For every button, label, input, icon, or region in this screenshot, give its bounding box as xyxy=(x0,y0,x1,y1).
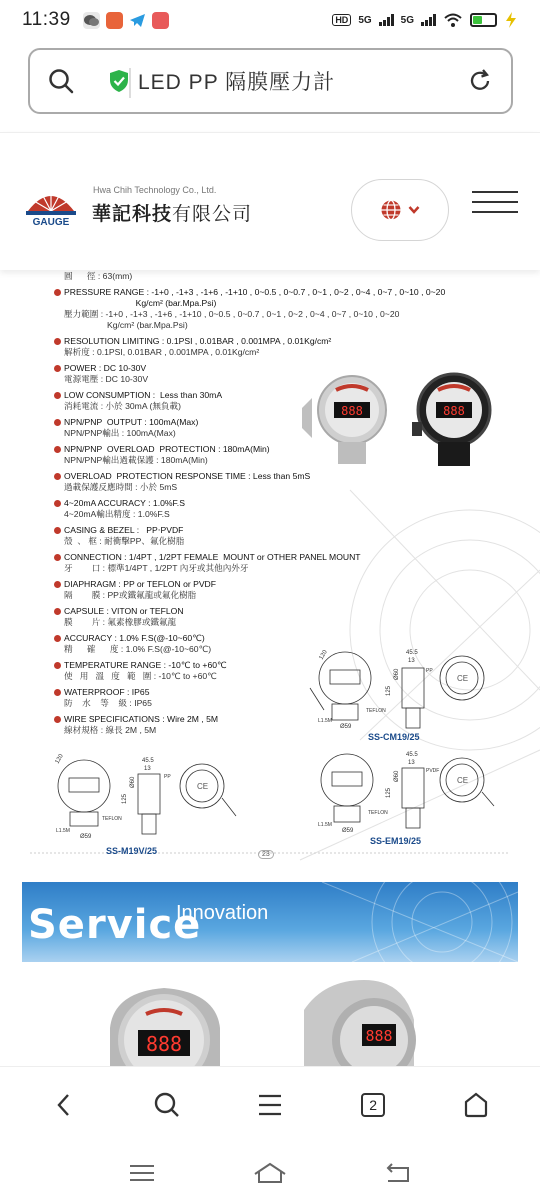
telegram-icon xyxy=(129,12,146,29)
dim-base-2: Ø59 xyxy=(80,834,92,840)
spec-en: RESOLUTION LIMITING : 0.1PSI , 0.01BAR , 0.001MPA , 0.01Kg/cm² xyxy=(64,336,332,346)
spec-zh: 牙 口 : 標準1/4PT , 1/2PT 內牙或其他內外牙 xyxy=(64,563,249,573)
product-photo-grey xyxy=(302,368,402,464)
spec-item xyxy=(54,471,524,493)
spec-item xyxy=(54,525,524,547)
back-icon xyxy=(56,1093,72,1117)
dim-width-2: 45.5 xyxy=(142,758,154,764)
dim-thread-3: 13 xyxy=(408,760,415,766)
globe-icon xyxy=(380,199,402,221)
model-label-m: SS-M19V/25 xyxy=(106,846,158,856)
svg-text:888: 888 xyxy=(443,404,465,418)
company-name-en: Hwa Chih Technology Co., Ltd. xyxy=(93,185,217,195)
spec-en: WIRE SPECIFICATIONS : Wire 2M , 5M xyxy=(64,714,219,724)
dim-diameter-2: Ø60 xyxy=(130,776,136,788)
home-icon xyxy=(463,1092,489,1118)
svg-text:888: 888 xyxy=(145,1032,183,1056)
back-button[interactable] xyxy=(47,1088,81,1122)
dim-pp-2: PP xyxy=(164,774,171,780)
dim-angle: 120 xyxy=(318,649,329,661)
spec-zh: 解析度 : 0.1PSI, 0.01BAR , 0.001MPA , 0.01Kg/cm² xyxy=(64,347,260,357)
spec-zh: 膜 片 : 氟素橡膠或鐵氟龍 xyxy=(64,617,177,627)
product-showcase xyxy=(0,962,540,1066)
svg-text:888: 888 xyxy=(365,1027,393,1045)
battery-icon xyxy=(470,13,497,27)
drawing-ss-em19 xyxy=(312,750,497,840)
secure-shield-icon xyxy=(108,69,130,93)
dim-width-3: 45.5 xyxy=(406,752,418,758)
search-icon[interactable] xyxy=(48,68,74,94)
spec-zh: 過載保護反應時間 : 小於 5mS xyxy=(64,482,178,492)
charging-icon xyxy=(504,12,518,28)
menu-button[interactable] xyxy=(253,1088,287,1122)
company-logo[interactable] xyxy=(22,181,80,227)
system-navigation-bar xyxy=(0,1142,540,1204)
dim-pp: PP xyxy=(426,668,433,674)
spec-zh: 4~20mA輸出精度 : 1.0%F.S xyxy=(64,509,170,519)
home-system-icon[interactable] xyxy=(253,1162,287,1184)
company-name-zh xyxy=(92,199,252,226)
spec-en: NPN/PNP OVERLOAD PROTECTION : 180mA(Min) xyxy=(64,444,270,454)
model-label-cm: SS-CM19/25 xyxy=(368,732,420,742)
recents-icon[interactable] xyxy=(128,1163,156,1183)
dim-pvdf: PVDF xyxy=(426,768,440,774)
dim-width: 45.5 xyxy=(406,650,418,656)
spec-item xyxy=(54,552,524,574)
spec-zh: 使 用 溫 度 範 圍 : -10℃ to +60℃ xyxy=(64,671,217,681)
ce-mark-2: CE xyxy=(197,782,209,791)
status-bar xyxy=(0,0,540,40)
spec-zh: 線材規格 : 線長 2M , 5M xyxy=(64,725,157,735)
notification-icons xyxy=(83,12,169,29)
ce-mark-3: CE xyxy=(457,776,469,785)
banner-title: Service xyxy=(28,902,202,948)
dim-thread: 13 xyxy=(408,658,415,664)
spec-zh: 精 確 度 : 1.0% F.S(@-10~60℃) xyxy=(64,644,212,654)
browser-toolbar xyxy=(0,1066,540,1142)
dim-teflon: TEFLON xyxy=(366,708,386,714)
dim-base-3: Ø59 xyxy=(342,828,354,834)
company-name-zh-bold: 華記科技 xyxy=(92,204,173,225)
spec-en: OVERLOAD PROTECTION RESPONSE TIME : Less than 5mS xyxy=(64,471,311,481)
site-header xyxy=(0,132,540,270)
logo-text: GAUGE xyxy=(32,217,70,228)
spec-item xyxy=(54,336,524,358)
spec-en: NPN/PNP OUTPUT : 100mA(Max) xyxy=(64,417,199,427)
spec-en: CONNECTION : 1/4PT , 1/2PT FEMALE MOUNT or OTHER PANEL MOUNT xyxy=(64,552,361,562)
language-selector-button[interactable] xyxy=(351,179,449,241)
dim-height: 125 xyxy=(386,685,392,696)
dim-diameter: Ø60 xyxy=(394,668,400,680)
search-button[interactable] xyxy=(150,1088,184,1122)
company-name-zh-rest: 有限公司 xyxy=(172,204,253,225)
spec-zh: NPN/PNP輸出過載保護 : 180mA(Min) xyxy=(64,455,208,465)
spec-en: 4~20mA ACCURACY : 1.0%F.S xyxy=(64,498,185,508)
dim-cable-3: L1.5M xyxy=(318,822,332,828)
ce-mark: CE xyxy=(457,674,469,683)
dim-base: Ø59 xyxy=(340,724,352,730)
address-divider xyxy=(129,68,131,98)
spec-en: CASING & BEZEL : PP‧PVDF xyxy=(64,525,184,535)
dim-angle-2: 120 xyxy=(54,753,65,765)
page-url[interactable]: LED PP 隔膜壓力計 xyxy=(138,71,336,94)
product-photo-black xyxy=(410,370,510,466)
spec-item xyxy=(54,498,524,520)
banner-subtitle: Innovation xyxy=(176,902,269,924)
drawing-ss-m19v xyxy=(44,753,244,846)
spec-zh: 壓力範圍 : -1+0 , -1+3 , -1+6 , -1+10 , 0~0.5 , 0~0.7 , 0~1 , 0~2 , 0~4 , 0~7 , 0~10 , 0~20 Kg/cm² (bar.Mpa.Psi) xyxy=(64,309,400,330)
chevron-down-icon xyxy=(408,205,420,215)
search-icon xyxy=(154,1092,180,1118)
service-banner xyxy=(22,882,518,962)
spec-zh: 電源電壓 : DC 10-30V xyxy=(64,374,149,384)
dim-teflon-3: TEFLON xyxy=(368,810,388,816)
home-button[interactable] xyxy=(459,1088,493,1122)
tab-count: 2 xyxy=(361,1093,385,1117)
dim-thread-2: 13 xyxy=(144,766,151,772)
model-label-em: SS-EM19/25 xyxy=(370,836,422,846)
spec-en: DIAPHRAGM : PP or TEFLON or PVDF xyxy=(64,579,217,589)
signal-icon xyxy=(379,14,394,26)
spec-zh: 隔 膜 : PP或鐵氟龍或氟化樹脂 xyxy=(64,590,197,600)
tabs-button[interactable] xyxy=(356,1088,390,1122)
wifi-icon xyxy=(443,12,463,28)
dim-cable-2: L1.5M xyxy=(56,828,70,834)
app-notification-icon xyxy=(106,12,123,29)
network-5g-2: 5G xyxy=(400,14,414,26)
signal-icon-2 xyxy=(421,14,436,26)
page-number: 23 xyxy=(258,850,274,859)
spec-item xyxy=(54,287,524,331)
catalog-page xyxy=(0,270,540,868)
spec-en: TEMPERATURE RANGE : -10℃ to +60℃ xyxy=(64,660,227,670)
spec-zh: 圓 徑 : 63(mm) xyxy=(64,271,133,281)
address-bar[interactable] xyxy=(28,48,513,114)
dim-cable: L1.5M xyxy=(318,718,332,724)
spec-en: CAPSULE : VITON or TEFLON xyxy=(64,606,184,616)
spec-en: POWER : DC 10-30V xyxy=(64,363,147,373)
spec-en: LOW CONSUMPTION : Less than 30mA xyxy=(64,390,223,400)
status-time: 11:39 xyxy=(22,9,71,30)
back-system-icon[interactable] xyxy=(384,1162,412,1184)
spec-en: WATERPROOF : IP65 xyxy=(64,687,150,697)
dim-diameter-3: Ø60 xyxy=(394,770,400,782)
spec-zh: NPN/PNP輸出 : 100mA(Max) xyxy=(64,428,176,438)
spec-en: ACCURACY : 1.0% F.S(@-10~60℃) xyxy=(64,633,205,643)
dim-height-2: 125 xyxy=(122,793,128,804)
reload-icon[interactable] xyxy=(467,68,493,94)
wechat-icon xyxy=(83,12,100,29)
spec-zh: 殼 、 框 : 耐衝擊PP、氟化樹脂 xyxy=(64,536,185,546)
spec-item xyxy=(54,579,524,601)
dim-height-3: 125 xyxy=(386,787,392,798)
app-notification-icon-2 xyxy=(152,12,169,29)
spec-zh: 消耗電流 : 小於 30mA (無負載) xyxy=(64,401,181,411)
hd-icon: HD xyxy=(332,14,351,26)
spec-zh: 防 水 等 級 : IP65 xyxy=(64,698,152,708)
hamburger-icon[interactable] xyxy=(472,191,518,215)
status-right xyxy=(332,12,518,28)
dim-teflon-2: TEFLON xyxy=(102,816,122,822)
spec-item xyxy=(54,606,524,628)
menu-icon xyxy=(258,1094,282,1116)
spec-en: PRESSURE RANGE : -1+0 , -1+3 , -1+6 , -1+10 , 0~0.5 , 0~0.7 , 0~1 , 0~2 , 0~4 , 0~7 , 0~10 , 0~20 Kg/cm² (bar.Mpa.Psi) xyxy=(64,287,446,308)
svg-text:888: 888 xyxy=(341,404,363,418)
network-5g-1: 5G xyxy=(358,14,372,26)
